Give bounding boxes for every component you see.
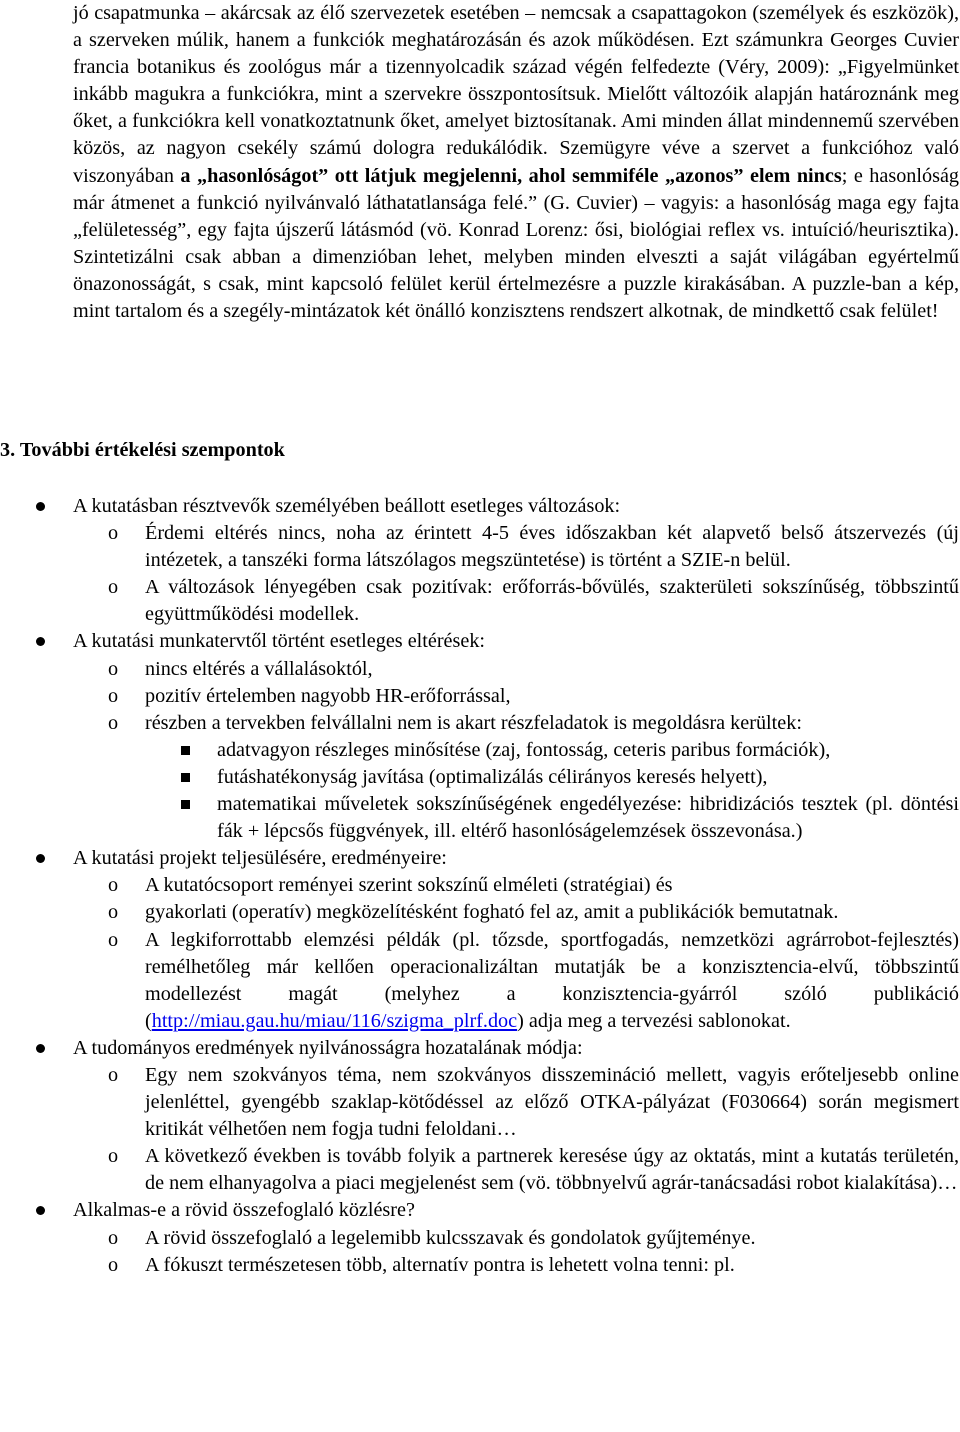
- bullet-dot-icon: [36, 502, 45, 511]
- circle-marker-icon: o: [108, 928, 119, 951]
- list-item-text: A változások lényegében csak pozitívak: erőforrás-bővülés, szakterületi sokszínűség, többszintű együttműködési modellek.: [145, 576, 959, 626]
- circle-marker-icon: o: [108, 657, 119, 680]
- bullet-title: A kutatási projekt teljesülésére, eredményeire:: [73, 847, 447, 870]
- sub-list-item: [0, 791, 960, 845]
- bullet-title: A kutatásban résztvevők személyében beállott esetleges változások:: [73, 495, 621, 517]
- sub-list-item-text: futáshatékonyság javítása (optimalizálás célirányos keresés helyett),: [217, 765, 768, 788]
- square-bullet-icon: [181, 773, 190, 782]
- list-item: [0, 1252, 960, 1279]
- intro-text-1: jó csapatmunka – akárcsak az élő szervezetek esetében – nemcsak a csapattagokon (személyek és eszközök), a szerveken múlik, hanem a funkciók meghatározásán és azok működésen. Ezt számunkra Georges Cuvier francia botanikus és zoológus már a tizennyolcadik század végén felfedezte (Véry, 2009): „Figyelmünket inkább magukra a funkciókra, mint a szervekre összpontosítsuk. Mielőtt változóik alapján határoznánk meg őket, a funkciókra kell vonatkoztatnunk őket, amelyet biztosítanak. Ami minden állat mindennemű szervében közös, az nagyon csekély számú dologra redukálódik. Szemügyre véve a szervet a funkcióhoz való viszonyában: [73, 2, 959, 187]
- intro-bold-text: a „hasonlóságot” ott látjuk megjelenni, ahol semmiféle „azonos” elem nincs: [180, 164, 842, 187]
- list-item: [0, 1062, 960, 1143]
- list-item: [0, 1143, 960, 1197]
- list-item: [0, 1225, 960, 1252]
- intro-paragraph: [73, 0, 959, 325]
- circle-marker-icon: o: [108, 711, 119, 734]
- circle-marker-icon: o: [108, 576, 119, 599]
- list-item-text: A rövid összefoglaló a legelemibb kulcsszavak és gondolatok gyűjteménye.: [145, 1226, 756, 1249]
- list-item-text: részben a tervekben felvállalni nem is akart részfeladatok is megoldásra kerültek:: [145, 711, 802, 734]
- sub-list-item-text: matematikai műveletek sokszínűségének engedélyezése: hibridizációs tesztek (pl. döntési fák + lépcsős függvények, ill. eltérő hasonlóságelemzések összevonása.): [217, 793, 959, 843]
- bullet-title: A kutatási munkatervtől történt esetleges eltérések:: [73, 630, 486, 653]
- bullet-summary-suitability: [0, 1197, 960, 1224]
- bullet-participants: [0, 493, 960, 520]
- list-item-text: A fókuszt természetesen több, alternatív pontra is lehetett volna tenni: pl.: [145, 1253, 735, 1276]
- bullet-dot-icon: [36, 1206, 45, 1215]
- list-item-text: A következő években is tovább folyik a partnerek keresése úgy az oktatás, mint a kutatás területén, de nem elhanyagolva a piaci megjelenést sem (vö. többnyelvű agrár-tanácsadási robot kialakítása)…: [145, 1145, 959, 1195]
- list-item-text: pozitív értelemben nagyobb HR-erőforrással,: [145, 684, 511, 707]
- list-item: [0, 927, 960, 1035]
- sub-list-item-text: adatvagyon részleges minősítése (zaj, fontosság, ceteris paribus formációk),: [217, 738, 831, 761]
- list-item-text: gyakorlati (operatív) megközelítésként fogható fel az, amit a publikációk bemutatnak.: [145, 901, 839, 924]
- circle-marker-icon: o: [108, 1253, 119, 1276]
- list-item-text: A kutatócsoport reményei szerint sokszínű elméleti (stratégiai) és: [145, 874, 673, 897]
- circle-marker-icon: o: [108, 684, 119, 707]
- square-bullet-icon: [181, 746, 190, 755]
- publication-link[interactable]: http://miau.gau.hu/miau/116/szigma_plrf.doc: [151, 1009, 518, 1032]
- bullet-dot-icon: [36, 637, 45, 646]
- section-heading: 3. További értékelési szempontok: [0, 439, 285, 461]
- bullet-title: Alkalmas-e a rövid összefoglaló közlésre?: [73, 1199, 415, 1222]
- list-item: [0, 520, 960, 574]
- list-item-text: nincs eltérés a vállalásoktól,: [145, 657, 373, 680]
- bullet-title: A tudományos eredmények nyilvánosságra hozatalának módja:: [73, 1036, 583, 1059]
- bullet-dissemination: [0, 1035, 960, 1062]
- bullet-workplan-deviations: [0, 628, 960, 655]
- list-item: [0, 710, 960, 737]
- list-item: [0, 899, 960, 926]
- list-item-text-start: A legkiforrottabb elemzési példák (pl. tőzsde, sportfogadás, nemzetközi agrárrobot-fejlesztés) remélhetőleg már kellően operacionalizáltan mutatják be a konzisztencia-elvű, többszintű modellezést magát (melyhez a konzisztencia-gyárról szóló publikáció (: [145, 928, 959, 1032]
- list-item: [0, 683, 960, 710]
- list-item-text: Egy nem szokványos téma, nem szokványos disszemináció mellett, vagyis erőteljesebb online jelenléttel, gyengébb szaklap-kötődéssel az előző OTKA-pályázat (F030664) során megismert kritikát vélhetően nem fogja tudni feloldani…: [145, 1063, 959, 1141]
- list-item: [0, 656, 960, 683]
- sub-list-item: [0, 737, 960, 764]
- circle-marker-icon: o: [108, 522, 119, 545]
- circle-marker-icon: o: [108, 1226, 119, 1249]
- bullet-project-results: [0, 845, 960, 872]
- sub-list-item: [0, 764, 960, 791]
- list-item-text-end: ) adja meg a tervezési sablonokat.: [517, 1009, 791, 1032]
- square-bullet-icon: [181, 800, 190, 809]
- circle-marker-icon: o: [108, 1063, 119, 1086]
- bullet-dot-icon: [36, 854, 45, 863]
- circle-marker-icon: o: [108, 901, 119, 924]
- bullet-dot-icon: [36, 1044, 45, 1053]
- list-item-text: [145, 927, 959, 1035]
- list-item-text: Érdemi eltérés nincs, noha az érintett 4-5 éves időszakban két alapvető belső átszervezés (új intézetek, a tanszéki forma látszólagos megszüntetése) is történt a SZIE-n belül.: [145, 522, 959, 572]
- list-item: [0, 574, 960, 628]
- evaluation-list: [0, 493, 960, 1279]
- intro-text-2: ; e hasonlóság már átmenet a funkció nyilvánvaló láthatatlansága felé.” (G. Cuvier) – vagyis: a hasonlóság maga egy fajta „felületesség”, egy fajta újszerű látásmód (vö. Konrad Lorenz: ősi, biológiai reflex vs. intuíció/heurisztika). Szintetizálni csak abban a dimenzióban lehet, melyben minden elveszti a saját világában egyértelmű önazonosságát, s csak, mint kapcsoló felület kerül értelmezésre a puzzle kirakásában. A puzzle-ban a kép, mint tartalom és a szegély-mintázatok két önálló konzisztens rendszert alkotnak, de mindkettő csak felület!: [73, 164, 959, 323]
- list-item: [0, 872, 960, 899]
- circle-marker-icon: o: [108, 1145, 119, 1168]
- circle-marker-icon: o: [108, 874, 119, 897]
